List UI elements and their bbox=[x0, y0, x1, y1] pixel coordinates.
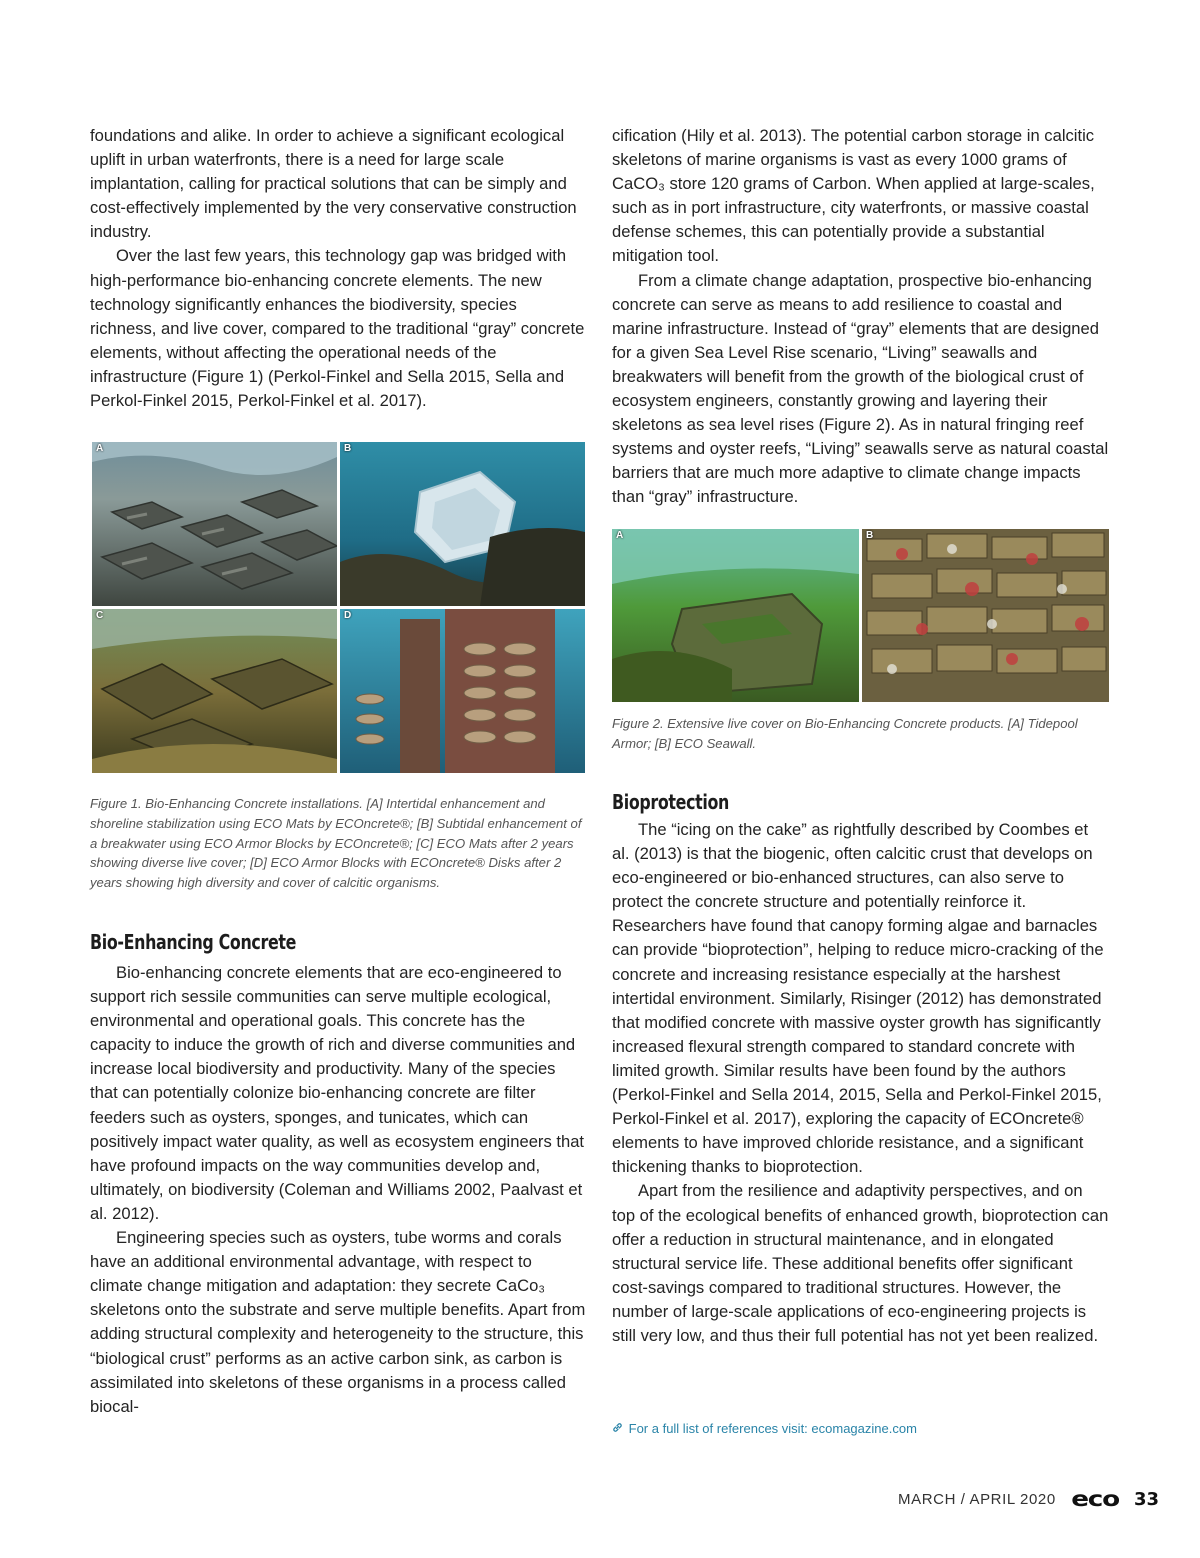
paragraph: From a climate change adaptation, prospective bio-enhancing concrete can serve as means to add resilience to coastal and marine infrastructure. Instead of “gray” elements that are designed for a given Sea Level Rise scenario, “Living” seawalls and breakwaters will benefit from the growth of the biological crust of ecosystem engineers, constantly growing and layering their skeletons as sea level rises (Figure 2). As in natural fringing reef systems and oyster reefs, “Living” seawalls serve as natural coastal barriers that are much more adaptive to climate change impacts than “gray” infrastructure. bbox=[612, 270, 1109, 507]
figure-1-photo-d bbox=[340, 609, 585, 773]
section-heading: Bioprotection bbox=[612, 790, 729, 814]
section-heading: Bio-Enhancing Concrete bbox=[90, 930, 297, 954]
magazine-logo: eco bbox=[1071, 1487, 1119, 1511]
link-icon bbox=[612, 1421, 625, 1436]
panel-label: B bbox=[866, 530, 874, 541]
references-text: For a full list of references visit: ecomagazine.com bbox=[628, 1421, 917, 1436]
figure-2-photo-b bbox=[862, 529, 1109, 702]
paragraph: cification (Hily et al. 2013). The potential carbon storage in calcitic skeletons of marine organisms is vast as every 1000 grams of CaCO₃ store 120 grams of Carbon. When applied at large-scales, such as in port infrastructure, city waterfronts, or massive coastal defense schemes, this can potentially provide a substantial mitigation tool. bbox=[612, 126, 1095, 266]
panel-label: A bbox=[616, 530, 624, 541]
figure-1-caption: Figure 1. Bio-Enhancing Concrete installations. [A] Intertidal enhancement and shoreline stabilization using ECO Mats by ECOncrete®; [B] Subtidal enhancement of a breakwater using ECO Armor Blocks by ECOncrete®; [C] ECO Mats after 2 years showing diverse live cover; [D] ECO Armor Blocks with ECOncrete® Disks after 2 years showing high diversity and cover of calcitic organisms. bbox=[90, 796, 582, 891]
figure-1-photo-c bbox=[92, 609, 337, 773]
figure-2-photo-a bbox=[612, 529, 859, 702]
page-footer bbox=[898, 1487, 1159, 1511]
right-column-bottom bbox=[612, 818, 1110, 1348]
issue-date: MARCH / APRIL 2020 bbox=[898, 1490, 1056, 1508]
references-link[interactable] bbox=[612, 1421, 917, 1436]
page-number: 33 bbox=[1133, 1488, 1159, 1510]
paragraph: Over the last few years, this technology gap was bridged with high-performance bio-enhancing concrete elements. The new technology significantly enhances the biodiversity, species richness, and live cover, compared to the traditional “gray” concrete elements, without affecting the operational needs of the infrastructure (Figure 1) (Perkol-Finkel and Sella 2015, Sella and Perkol-Finkel 2015, Perkol-Finkel et al. 2017). bbox=[90, 246, 585, 411]
left-column-bottom bbox=[90, 961, 586, 1419]
figure-1-photos bbox=[92, 442, 585, 773]
panel-label: B bbox=[344, 443, 352, 454]
panel-label: D bbox=[344, 610, 352, 621]
figure-1-photo-a bbox=[92, 442, 337, 606]
figure-2-caption: Figure 2. Extensive live cover on Bio-Enhancing Concrete products. [A] Tidepool Armor; [B] ECO Seawall. bbox=[612, 716, 1078, 751]
panel-label: A bbox=[96, 443, 104, 454]
paragraph: Bio-enhancing concrete elements that are eco-engineered to support rich sessile communities can serve multiple ecological, environmental and operational goals. This concrete has the capacity to induce the growth of rich and diverse communities and increase local biodiversity and productivity. Many of the species that can potentially colonize bio-enhancing concrete are filter feeders such as oysters, sponges, and tunicates, which can positively impact water quality, as well as ecosystem engineers that have profound impacts on the way communities develop and, ultimately, on biodiversity (Coleman and Williams 2002, Paalvast et al. 2012). bbox=[90, 963, 585, 1223]
paragraph: Engineering species such as oysters, tube worms and corals have an additional environmental advantage, with respect to climate change mitigation and adaptation: they secrete CaCo₃ skeletons onto the substrate and serve multiple benefits. Apart from adding structural complexity and heterogeneity to the structure, this “biological crust” performs as an active carbon sink, as carbon is assimilated into skeletons of these organisms in a process called biocal- bbox=[90, 1228, 586, 1416]
figure-2-photos bbox=[612, 529, 1109, 702]
figure-1-photo-b bbox=[340, 442, 585, 606]
paragraph: Apart from the resilience and adaptivity perspectives, and on top of the ecological benefits of enhanced growth, bioprotection can offer a reduction in structural maintenance, and in elongated structural service life. These additional benefits offer significant cost-savings compared to traditional structures. However, the number of large-scale applications of eco-engineering projects is still very low, and thus their full potential has not yet been realized. bbox=[612, 1181, 1109, 1345]
right-column-top bbox=[612, 124, 1110, 510]
paragraph: foundations and alike. In order to achieve a significant ecological uplift in urban waterfronts, there is a need for large scale implantation, calling for practical solutions that can be simply and cost-effectively implemented by the very conservative construction industry. bbox=[90, 126, 577, 242]
panel-label: C bbox=[96, 610, 104, 621]
paragraph: The “icing on the cake” as rightfully described by Coombes et al. (2013) is that the biogenic, often calcitic crust that develops on eco-engineered or bio-enhanced structures, can also serve to protect the concrete structure and potentially reinforce it. Researchers have found that canopy forming algae and barnacles can provide “bioprotection”, helping to reduce micro-cracking of the concrete and increasing resistance especially at the harshest intertidal environment. Similarly, Risinger (2012) has demonstrated that modified concrete with massive oyster growth has significantly increased flexural strength compared to standard concrete with limited growth. Similar results have been found by the authors (Perkol-Finkel and Sella 2014, 2015, Sella and Perkol-Finkel 2015, Perkol-Finkel et al. 2017), exploring the capacity of ECOncrete® elements to have improved chloride resistance, and a significant thickening thanks to bioprotection. bbox=[612, 820, 1104, 1177]
left-column-top bbox=[90, 124, 585, 413]
